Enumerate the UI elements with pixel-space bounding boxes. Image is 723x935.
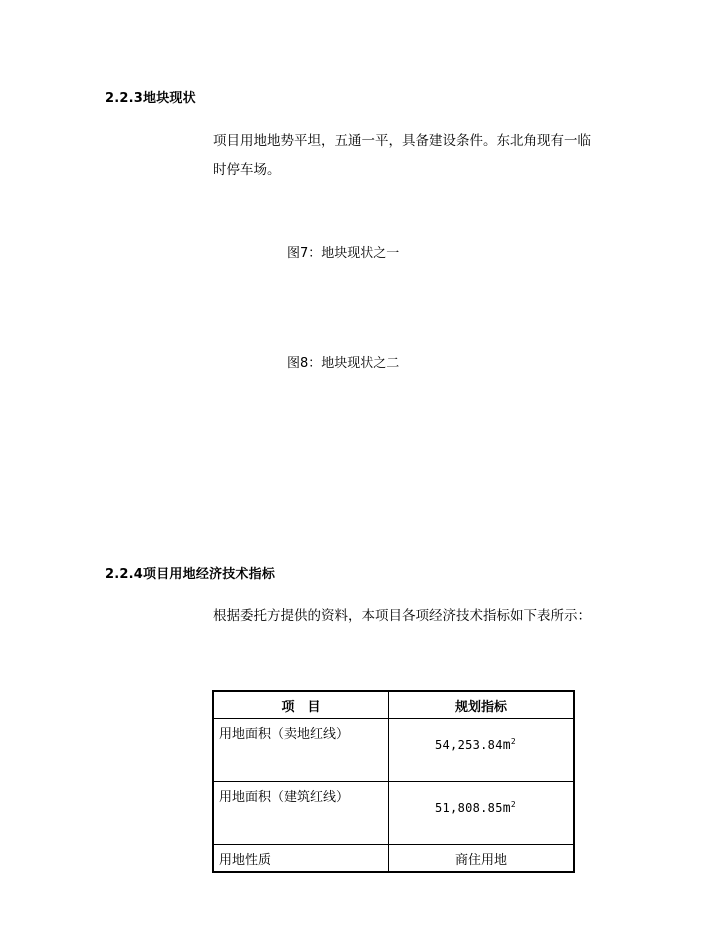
area-unit: m <box>502 801 511 816</box>
figure-8-caption: 图8：地块现状之二 <box>287 356 400 371</box>
section-heading-2-2-3: 2.2.3地块现状 <box>105 91 196 106</box>
area-value: 51,808.85 <box>435 801 503 815</box>
area-unit: m <box>502 738 511 753</box>
table-row <box>213 845 574 873</box>
table-row <box>213 782 574 845</box>
indicator-table <box>212 690 575 873</box>
table-cell-item: 用地面积（卖地红线） <box>213 719 389 782</box>
area-unit-superscript: 2 <box>510 800 516 809</box>
table-cell-value: 商住用地 <box>389 845 575 873</box>
section-2-2-4-paragraph: 根据委托方提供的资料，本项目各项经济技术指标如下表所示： <box>213 608 591 624</box>
table-cell-item: 用地面积（建筑红线） <box>213 782 389 845</box>
table-header-indicator: 规划指标 <box>389 691 575 719</box>
figure-7-caption: 图7：地块现状之一 <box>287 246 400 261</box>
table-cell-value <box>389 782 575 845</box>
area-unit-superscript: 2 <box>510 737 516 746</box>
table-header-row <box>213 691 574 719</box>
table-row <box>213 719 574 782</box>
table-cell-value <box>389 719 575 782</box>
section-heading-2-2-4: 2.2.4项目用地经济技术指标 <box>105 567 276 582</box>
table-header-item: 项 目 <box>213 691 389 719</box>
section-2-2-3-paragraph: 项目用地地势平坦，五通一平，具备建设条件。东北角现有一临时停车场。 <box>213 133 591 178</box>
area-value: 54,253.84 <box>435 738 503 752</box>
table-cell-item: 用地性质 <box>213 845 389 873</box>
